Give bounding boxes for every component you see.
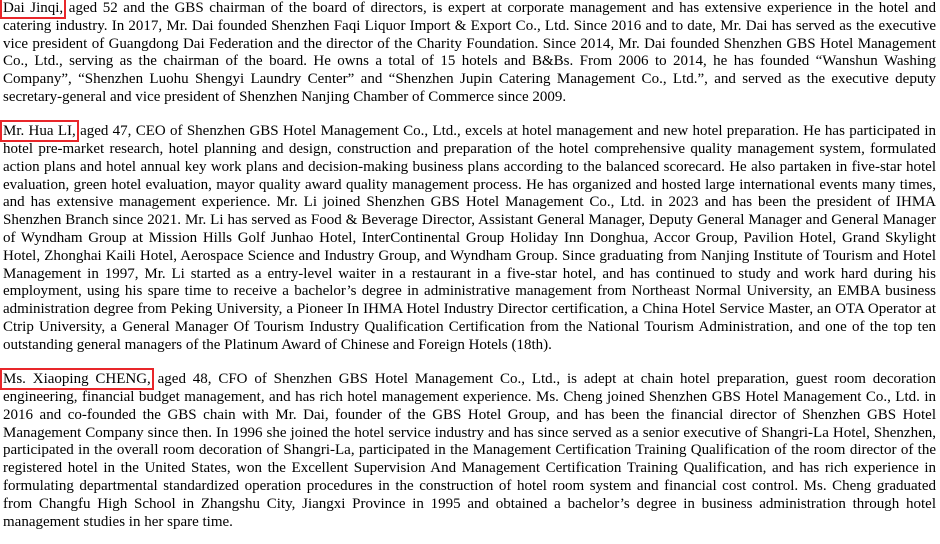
bio-paragraph-li xyxy=(3,123,936,354)
document-body xyxy=(3,0,936,531)
highlighted-name: Dai Jinqi, xyxy=(3,0,64,16)
highlighted-name: Mr. Hua LI, xyxy=(3,123,76,140)
bio-paragraph-cheng xyxy=(3,371,936,531)
bio-text: aged 48, CFO of Shenzhen GBS Hotel Management Co., Ltd., is adept at chain hotel preparation, guest room decoration engineering, financial budget management, and has rich hotel management experience. Ms. Cheng joined Shenzhen GBS Hotel Management Co., Ltd. in 2016 and co-founded the GBS chain with Mr. Dai, founder of the GBS Hotel Group, and has been the financial director of Shenzhen GBS Hotel Management Company since then. In 1996 she joined the hotel service industry and has since served as a senior executive of Shangri-La Hotel, Shenzhen, participated in the overall room decoration of Shangri-La, participated in the Management Certification Training Qualification of the room director of the registered hotel in the United States, won the Excellent Supervision And Management Certification Training Qualification, and has rich experience in formulating departmental standardized operation procedures in the construction of hotel room system and financial cost control. Ms. Cheng graduated from Changfu High School in Zhangshu City, Jiangxi Province in 1995 and obtained a bachelor’s degree in business administration through hotel management studies in her spare time. xyxy=(3,371,936,530)
bio-text: aged 47, CEO of Shenzhen GBS Hotel Management Co., Ltd., excels at hotel management and new hotel preparation. He has participated in hotel pre-market research, hotel planning and design, construction and preparation of the hotel comprehensive quality management system, formulated action plans and hotel annual key work plans and decision-making business plans according to the balanced scorecard. He also partaken in five-star hotel evaluation, green hotel evaluation, mayor quality award quality management process. He has organized and hosted large international events many times, and has extensive management experience. Mr. Li joined Shenzhen GBS Hotel Management Co., Ltd. in 2023 and has been the president of IHMA Shenzhen Branch since 2021. Mr. Li has served as Food & Beverage Director, Assistant General Manager, Deputy General Manager and General Manager of Wyndham Group at Mission Hills Golf Junhao Hotel, InterContinental Group Holiday Inn Donghua, Accor Group, Pavilion Hotel, Grand Skylight Hotel, Zhonghai Kaili Hotel, Aerospace Science and Industry Group, and Wyndham Group. Since graduating from Nanjing Institute of Tourism and Hotel Management in 1997, Mr. Li started as a entry-level waiter in a restaurant in a five-star hotel, and has continued to study and work hard during his employment, using his spare time to receive a bachelor’s degree in administrative management from Northeast Normal University, an EMBA business administration degree from Peking University, a Pioneer In IHMA Hotel Industry Director certification, a China Hotel Service Master, an OTA Operator at Ctrip University, a General Manager Of Tourism Industry Qualification Certification from the National Tourism Administration, and one of the top ten outstanding general managers of the Platinum Award of Chinese and Foreign Hotels (18th). xyxy=(3,123,936,353)
bio-paragraph-dai xyxy=(3,0,936,107)
highlighted-name: Ms. Xiaoping CHENG, xyxy=(3,371,151,388)
bio-text: aged 52 and the GBS chairman of the board of directors, is expert at corporate management and has extensive experience in the hotel and catering industry. In 2017, Mr. Dai founded Shenzhen Faqi Liquor Import & Export Co., Ltd. Since 2016 and to date, Mr. Dai has served as the executive vice president of Guangdong Dai Federation and the director of the Charity Foundation. Since 2014, Mr. Dai founded Shenzhen GBS Hotel Management Co., Ltd., serving as the chairman of the board. He owns a total of 15 hotels and B&Bs. From 2006 to 2014, he has founded “Wanshun Washing Company”, “Shenzhen Luohu Shengyi Laundry Center” and “Shenzhen Jupin Catering Management Co., Ltd.”, and served as the executive deputy secretary-general and vice president of Shenzhen Nanjing Chamber of Commerce since 2009. xyxy=(3,0,936,105)
